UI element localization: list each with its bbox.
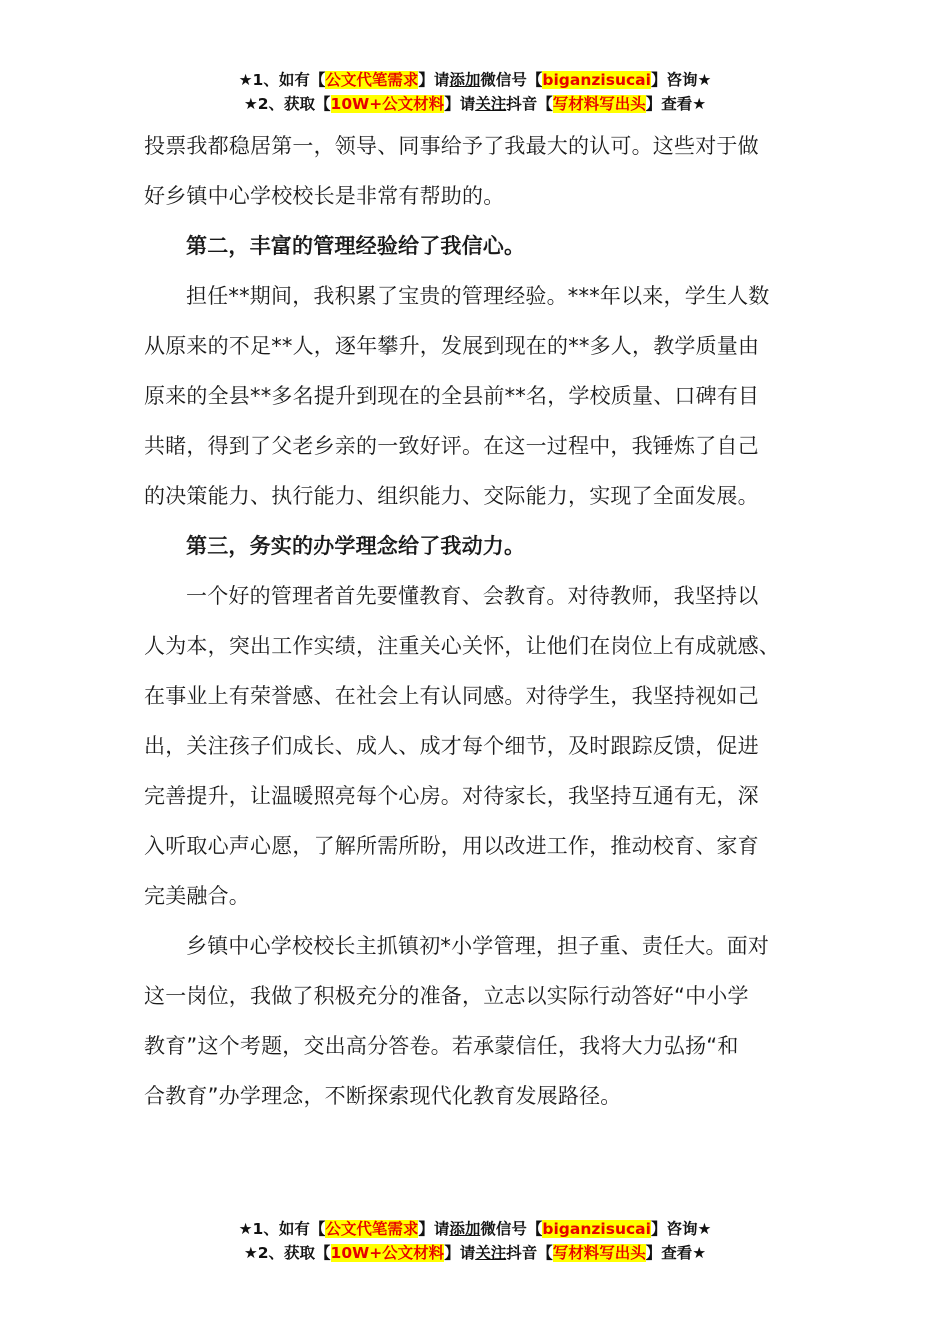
section-heading [144,221,814,271]
banner-line-2 [0,1241,950,1265]
banner-text: 】请 [418,1220,450,1238]
banner-line-2 [0,92,950,116]
heading-text: 第三，务实的办学理念给了我动力。 [186,534,526,558]
banner-highlight: 10W+公文材料 [330,1244,445,1262]
text-line: 入听取心声心愿，了解所需所盼，用以改进工作，推动校育、家育 [144,834,759,858]
banner-highlight: biganzisucai [542,71,651,89]
text-line: 从原来的不足**人，逐年攀升，发展到现在的**多人，教学质量由 [144,334,760,358]
text-line: 乡镇中心学校校长主抓镇初*小学管理，担子重、责任大。面对 [186,934,770,958]
banner-text: 抖音【 [506,95,553,113]
banner-underline: 关注 [475,1244,507,1262]
paragraph [144,121,814,221]
paragraph [144,921,814,1121]
document-body [144,121,814,1121]
banner-text: 】查看★ [645,95,707,113]
banner-line-1 [0,1217,950,1241]
banner-text: ★2、获取【 [243,1244,331,1262]
paragraph [144,571,814,921]
banner-text: ★1、如有【 [238,1220,326,1238]
banner-text: 】咨询★ [650,71,712,89]
banner-underline: 添加 [449,71,481,89]
text-line: 原来的全县**多名提升到现在的全县前**名，学校质量、口碑有目 [144,384,760,408]
text-line: 好乡镇中心学校校长是非常有帮助的。 [144,184,505,208]
paragraph [144,271,814,521]
banner-text: 抖音【 [506,1244,553,1262]
text-line: 一个好的管理者首先要懂教育、会教育。对待教师，我坚持以 [186,584,759,608]
banner-underline: 关注 [475,95,507,113]
banner-text: 】查看★ [645,1244,707,1262]
banner-text: ★1、如有【 [238,71,326,89]
banner-underline: 添加 [449,1220,481,1238]
banner-highlight: 写材料写出头 [552,95,646,113]
text-line: 投票我都稳居第一，领导、同事给予了我最大的认可。这些对于做 [144,134,759,158]
banner-text: 】请 [444,1244,476,1262]
text-line: 出，关注孩子们成长、成人、成才每个细节，及时跟踪反馈，促进 [144,734,759,758]
text-line: 合教育”办学理念，不断探索现代化教育发展路径。 [144,1084,622,1108]
text-line: 教育”这个考题，交出高分答卷。若承蒙信任，我将大力弘扬“和 [144,1034,739,1058]
banner-text: ★2、获取【 [243,95,331,113]
section-heading [144,521,814,571]
banner-highlight: biganzisucai [542,1220,651,1238]
text-line: 的决策能力、执行能力、组织能力、交际能力，实现了全面发展。 [144,484,759,508]
text-line: 完美融合。 [144,884,250,908]
banner-text: 微信号【 [480,71,543,89]
banner-text: 微信号【 [480,1220,543,1238]
banner-highlight: 公文代笔需求 [325,71,419,89]
text-line: 完善提升，让温暖照亮每个心房。对待家长，我坚持互通有无，深 [144,784,759,808]
banner-text: 】请 [418,71,450,89]
banner-highlight: 公文代笔需求 [325,1220,419,1238]
banner-text: 】咨询★ [650,1220,712,1238]
text-line: 这一岗位，我做了积极充分的准备，立志以实际行动答好“中小学 [144,984,749,1008]
footer-banner [0,1217,950,1265]
banner-highlight: 写材料写出头 [552,1244,646,1262]
header-banner [0,68,950,116]
banner-line-1 [0,68,950,92]
banner-text: 】请 [444,95,476,113]
text-line: 在事业上有荣誉感、在社会上有认同感。对待学生，我坚持视如己 [144,684,759,708]
text-line: 担任**期间，我积累了宝贵的管理经验。***年以来，学生人数 [186,284,770,308]
text-line: 共睹，得到了父老乡亲的一致好评。在这一过程中，我锤炼了自己 [144,434,759,458]
heading-text: 第二，丰富的管理经验给了我信心。 [186,234,526,258]
banner-highlight: 10W+公文材料 [330,95,445,113]
text-line: 人为本，突出工作实绩，注重关心关怀，让他们在岗位上有成就感、 [144,634,780,658]
